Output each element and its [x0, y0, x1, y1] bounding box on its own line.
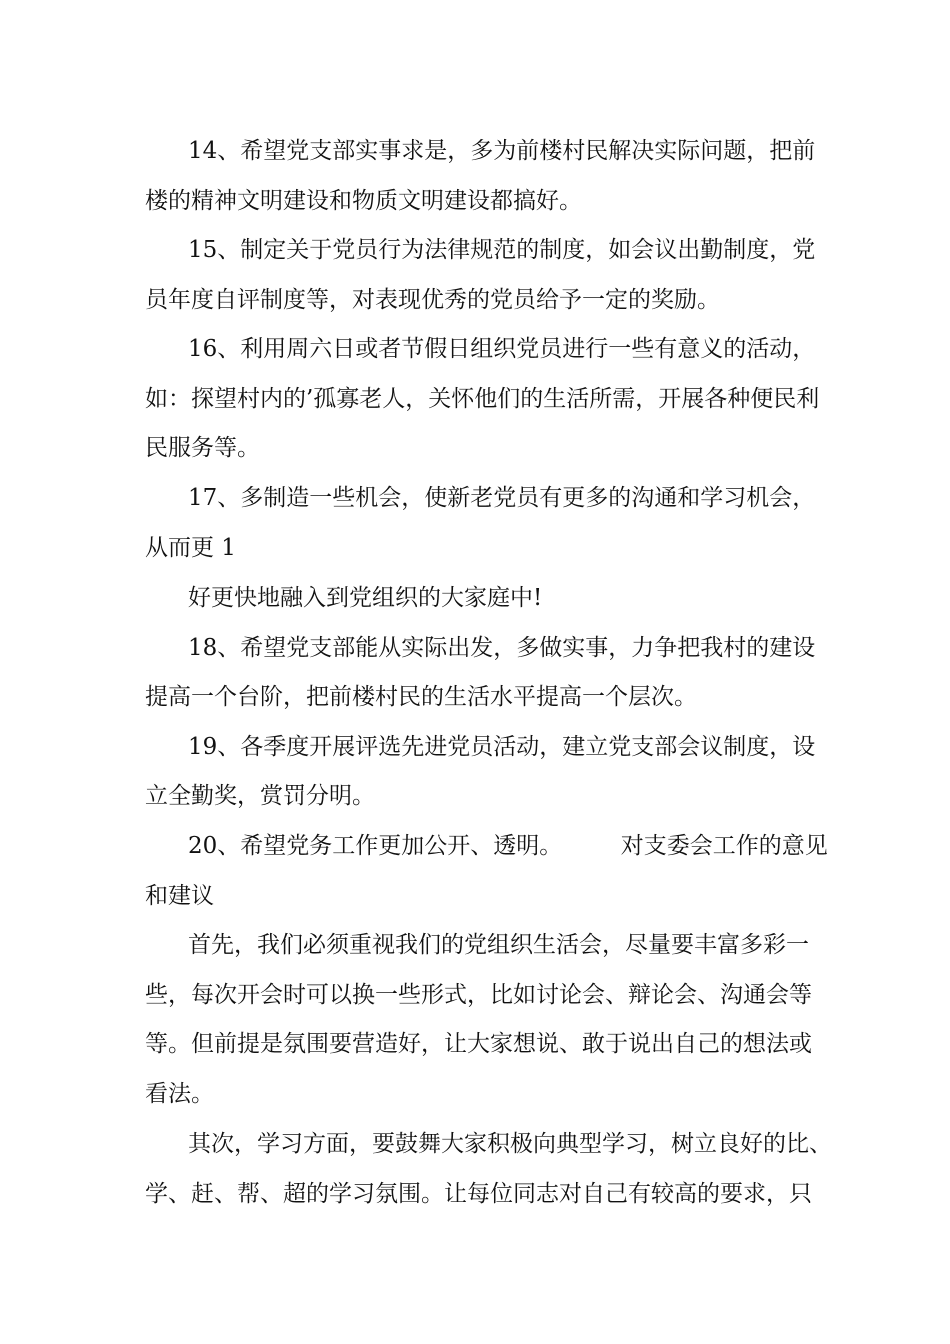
text-line: 20、希望党务工作更加公开、透明。 对支委会工作的意见 — [188, 833, 828, 859]
text-line: 16、利用周六日或者节假日组织党员进行一些有意义的活动， — [188, 336, 816, 362]
text-line: 楼的精神文明建设和物质文明建设都搞好。 — [145, 188, 582, 214]
text-line: 好更快地融入到党组织的大家庭中! — [188, 585, 543, 611]
text-line: 首先，我们必须重视我们的党组织生活会，尽量要丰富多彩一 — [188, 932, 809, 958]
text-line: 如：探望村内的’孤寡老人，关怀他们的生活所需，开展各种便民利 — [145, 386, 820, 412]
text-line: 和建议 — [145, 883, 214, 909]
text-line: 17、多制造一些机会，使新老党员有更多的沟通和学习机会， — [188, 485, 816, 511]
text-line: 15、制定关于党员行为法律规范的制度，如会议出勤制度，党 — [188, 237, 816, 263]
text-line: 18、希望党支部能从实际出发，多做实事，力争把我村的建设 — [188, 635, 816, 661]
text-line: 19、各季度开展评选先进党员活动，建立党支部会议制度，设 — [188, 734, 816, 760]
text-line: 看法。 — [145, 1081, 214, 1107]
text-line: 从而更 1 — [145, 535, 236, 561]
text-line: 民服务等。 — [145, 435, 260, 461]
text-line: 立全勤奖，赏罚分明。 — [145, 783, 375, 809]
text-line: 些，每次开会时可以换一些形式，比如讨论会、辩论会、沟通会等 — [145, 982, 812, 1008]
text-line: 员年度自评制度等，对表现优秀的党员给予一定的奖励。 — [145, 287, 720, 313]
text-line: 其次，学习方面，要鼓舞大家积极向典型学习，树立良好的比、 — [188, 1131, 832, 1157]
text-line: 学、赶、帮、超的学习氛围。让每位同志对自己有较高的要求，只 — [145, 1181, 812, 1207]
text-line: 等。但前提是氛围要营造好，让大家想说、敢于说出自己的想法或 — [145, 1031, 812, 1057]
text-line: 14、希望党支部实事求是，多为前楼村民解决实际问题，把前 — [188, 138, 816, 164]
text-line: 提高一个台阶，把前楼村民的生活水平提高一个层次。 — [145, 684, 697, 710]
